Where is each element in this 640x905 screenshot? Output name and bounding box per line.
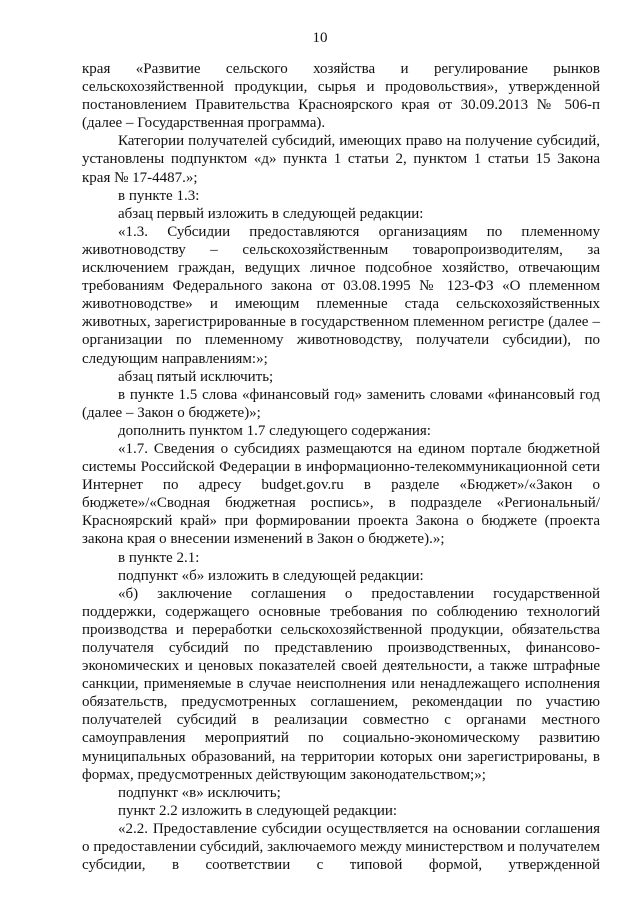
paragraph: подпункт «б» изложить в следующей редакции: bbox=[118, 567, 424, 584]
paragraph: пункт 2.2 изложить в следующей редакции: bbox=[118, 802, 398, 819]
paragraph: Категории получателей субсидий, имеющих право на получение субсидий, установлены подпунктом «д» пункта 1 статьи 2, пунктом 1 статьи 15 Закона края № 17-4487.»; bbox=[82, 133, 600, 186]
paragraph: «1.3. Субсидии предоставляются организациям по племенному животноводству – сельскохозяйственным товаропроизводителям, за исключением граждан, ведущих личное подсобное хозяйство, отвечающим требованиям Федерального закона от 03.08.1995 № 123-ФЗ «О племенном животноводстве» и имеющим племенные стада сельскохозяйственных животных, зарегистрированные в государственном племенном регистре (далее – организации по племенному животноводству, получатели субсидии), по следующим направлениям:»; bbox=[82, 223, 600, 367]
paragraph: «1.7. Сведения о субсидиях размещаются на едином портале бюджетной системы Российской Федерации в информационно-телекоммуникационной сети Интернет по адресу budget.gov.ru в разделе «Бюджет»/«Закон о бюджете»/«Сводная бюджетная роспись», в подразделе «Региональный/ Красноярский край» при формировании проекта Закона о бюджете (проекта закона края о внесении изменений в Закон о бюджете).»; bbox=[82, 440, 600, 548]
paragraph: края «Развитие сельского хозяйства и регулирование рынков сельскохозяйственной продукции, сырья и продовольствия», утвержденной постановлением Правительства Красноярского края от 30.09.2013 № 506-п (далее – Государственная программа). bbox=[82, 61, 600, 132]
document-body bbox=[82, 60, 600, 874]
paragraph: абзац пятый исключить; bbox=[118, 368, 274, 385]
paragraph: «б) заключение соглашения о предоставлении государственной поддержки, содержащего основные требования по соблюдению технологий производства и переработки сельскохозяйственной продукции, обязательства получателя субсидий по представлению производственных, финансово-экономических и ценовых показателей своей деятельности, а также штрафные санкции, применяемые в случае неисполнения или ненадлежащего исполнения обязательств, предусмотренных соглашением, рекомендации по участию получателей субсидий в реализации совместно с органами местного самоуправления мероприятий по социально-экономическому развитию муниципальных образований, на территории которых они зарегистрированы, в формах, предусмотренных действующим законодательством;»; bbox=[82, 585, 600, 783]
paragraph: в пункте 1.3: bbox=[118, 187, 200, 204]
paragraph: дополнить пунктом 1.7 следующего содержания: bbox=[118, 422, 431, 439]
paragraph: в пункте 2.1: bbox=[118, 549, 200, 566]
page-number: 10 bbox=[312, 30, 328, 46]
paragraph: абзац первый изложить в следующей редакции: bbox=[118, 205, 424, 222]
paragraph: подпункт «в» исключить; bbox=[118, 784, 281, 801]
paragraph: в пункте 1.5 слова «финансовый год» заменить словами «финансовый год (далее – Закон о бюджете)»; bbox=[82, 386, 600, 421]
paragraph: «2.2. Предоставление субсидии осуществляется на основании соглашения о предоставлении субсидий, заключаемого между министерством и получателем субсидии, в соответствии с типовой формой, утвержденной bbox=[82, 820, 600, 874]
